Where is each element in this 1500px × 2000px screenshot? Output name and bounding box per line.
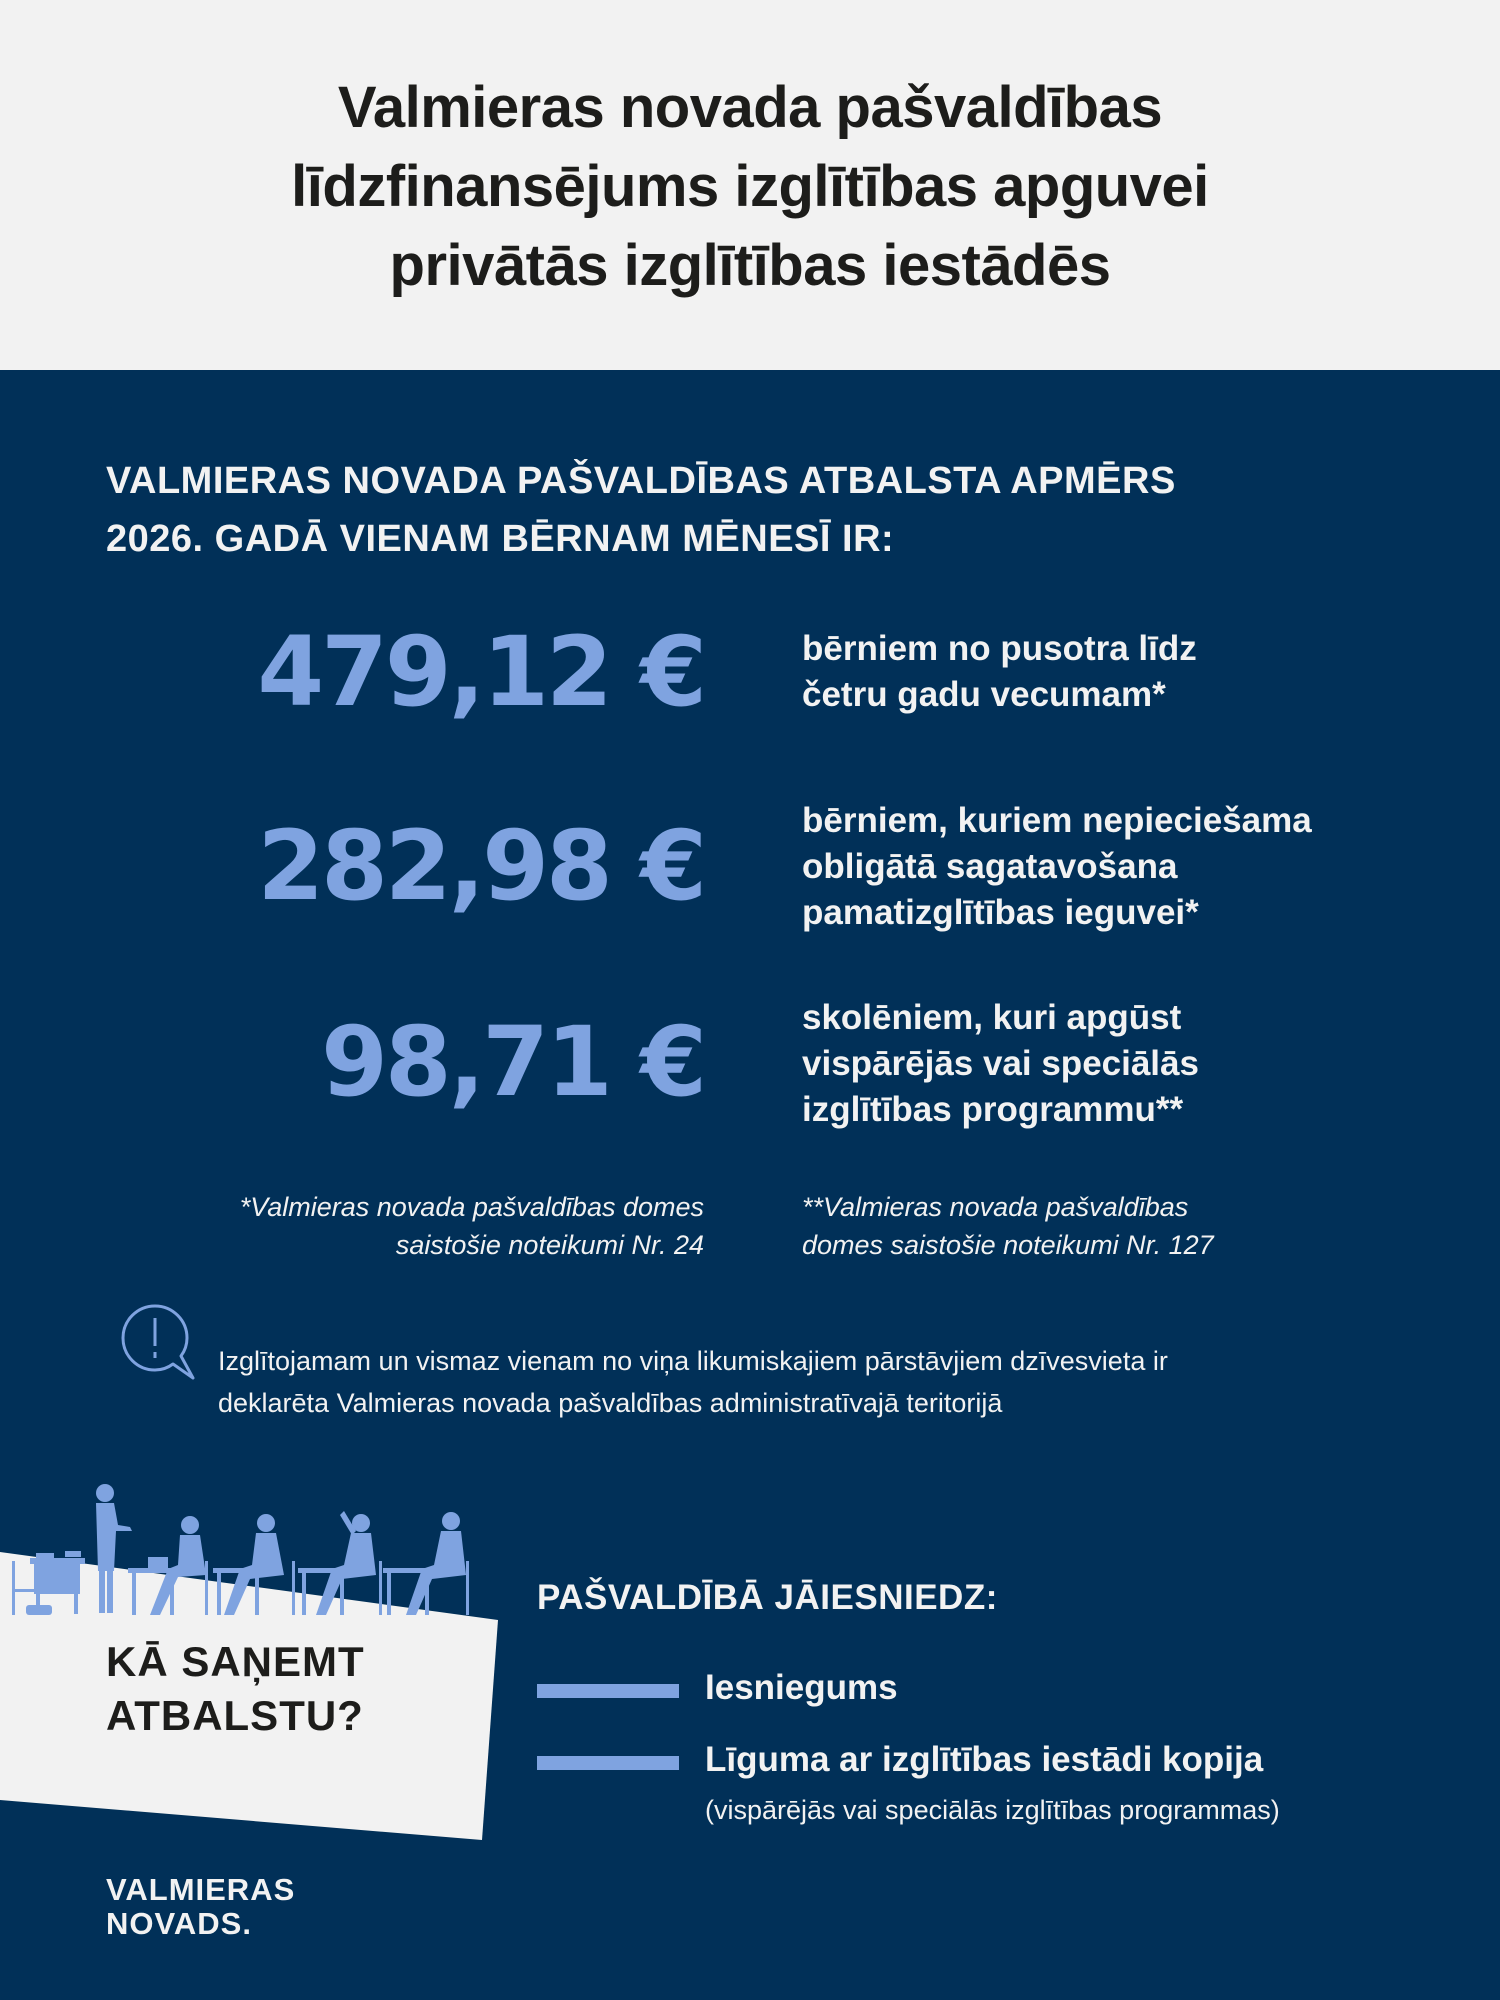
- amount-description: [802, 798, 1312, 936]
- description-line: skolēniem, kuri apgūst: [802, 998, 1182, 1037]
- heading-line: KĀ SAŅEMT: [106, 1638, 365, 1685]
- description-line: izglītības programmu**: [802, 1090, 1184, 1129]
- footnote-line: *Valmieras novada pašvaldības domes: [239, 1192, 704, 1222]
- footnote-line: domes saistošie noteikumi Nr. 127: [802, 1230, 1214, 1260]
- footnote-line: **Valmieras novada pašvaldības: [802, 1192, 1189, 1222]
- logo-line: VALMIERAS: [106, 1872, 296, 1907]
- requirement-label: Līguma ar izglītības iestādi kopija: [705, 1740, 1264, 1779]
- footnote-double-asterisk: [802, 1188, 1214, 1264]
- title-line: Valmieras novada pašvaldības: [337, 75, 1163, 140]
- heading-line: ATBALSTU?: [106, 1692, 364, 1739]
- amount-description: [802, 995, 1199, 1133]
- title-line: privātās izglītības iestādēs: [389, 233, 1111, 298]
- amount-value: 282,98 €: [257, 810, 704, 922]
- requirement-note: (vispārējās vai speciālās izglītības programmas): [705, 1795, 1280, 1825]
- heading-line: 2026. GADĀ VIENAM BĒRNAM MĒNESĪ IR:: [106, 518, 895, 560]
- speech-bubble-exclamation-icon: [115, 1298, 205, 1388]
- notice-line: deklarēta Valmieras novada pašvaldības administratīvajā teritorijā: [218, 1388, 1003, 1418]
- description-line: vispārējās vai speciālās: [802, 1044, 1199, 1083]
- residence-notice: [218, 1340, 1168, 1424]
- valmieras-novads-logo: [106, 1873, 295, 1941]
- description-line: bērniem, kuriem nepieciešama: [802, 801, 1312, 840]
- title-line: līdzfinansējums izglītības apguvei: [291, 154, 1209, 219]
- heading-line: VALMIERAS NOVADA PAŠVALDĪBAS ATBALSTA APMĒRS: [106, 460, 1176, 502]
- footnote-line: saistošie noteikumi Nr. 24: [395, 1230, 704, 1260]
- bullet-bar-icon: [537, 1684, 679, 1698]
- section-heading: [106, 452, 1176, 568]
- description-line: bērniem no pusotra līdz: [802, 629, 1197, 668]
- page-title: [0, 68, 1500, 305]
- amount-value: 98,71 €: [321, 1006, 704, 1118]
- bullet-bar-icon: [537, 1756, 679, 1770]
- how-to-heading: [106, 1635, 365, 1743]
- logo-line: NOVADS.: [106, 1906, 252, 1941]
- amount-value: 479,12 €: [257, 616, 704, 728]
- footnote-single-asterisk: [240, 1188, 704, 1264]
- classroom-silhouette-illustration: [0, 1465, 480, 1615]
- amount-description: [802, 626, 1197, 718]
- description-line: četru gadu vecumam*: [802, 675, 1166, 714]
- notice-line: Izglītojamam un vismaz vienam no viņa likumiskajiem pārstāvjiem dzīvesvieta ir: [218, 1346, 1168, 1376]
- description-line: pamatizglītības ieguvei*: [802, 893, 1199, 932]
- requirements-heading: PAŠVALDĪBĀ JĀIESNIEDZ:: [537, 1578, 998, 1617]
- description-line: obligātā sagatavošana: [802, 847, 1178, 886]
- requirement-label: Iesniegums: [705, 1668, 898, 1707]
